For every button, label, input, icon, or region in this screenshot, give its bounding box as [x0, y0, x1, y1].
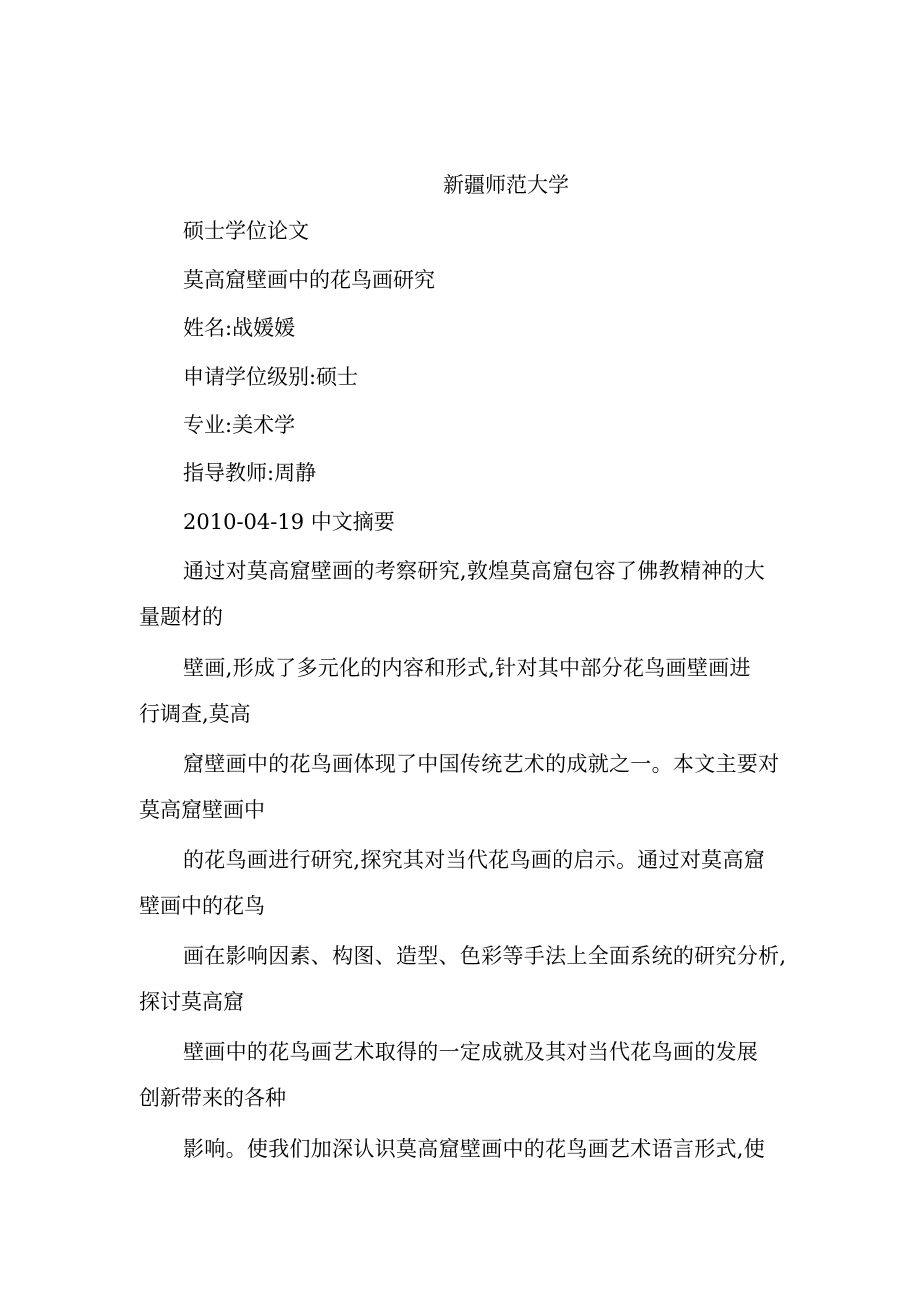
university-title: 新疆师范大学 — [443, 173, 569, 197]
date-and-abstract-heading: 2010-04-19 中文摘要 — [183, 510, 395, 534]
abstract-line: 壁画,形成了多元化的内容和形式,针对其中部分花鸟画壁画进 — [183, 656, 751, 680]
abstract-line: 通过对莫高窟壁画的考察研究,敦煌莫高窟包容了佛教精神的大 — [183, 559, 766, 583]
abstract-paragraph — [139, 749, 784, 825]
abstract-paragraph — [139, 653, 784, 729]
abstract-line-continuation: 行调查,莫高 — [139, 702, 251, 726]
abstract-paragraph — [139, 1134, 784, 1164]
degree-type: 硕士学位论文 — [183, 219, 309, 243]
abstract-paragraph — [139, 845, 784, 921]
degree-level: 申请学位级别:硕士 — [183, 365, 359, 389]
author-name: 姓名:战媛媛 — [183, 316, 296, 340]
abstract-line-continuation: 创新带来的各种 — [139, 1086, 286, 1110]
abstract-line-continuation: 莫高窟壁画中 — [139, 798, 265, 822]
abstract-line: 画在影响因素、构图、造型、色彩等手法上全面系统的研究分析, — [183, 944, 787, 968]
abstract-line-continuation: 探讨莫高窟 — [139, 990, 244, 1014]
abstract-paragraph — [139, 941, 787, 1017]
abstract-paragraph — [139, 1037, 784, 1113]
abstract-line: 的花鸟画进行研究,探究其对当代花鸟画的启示。通过对莫高窟 — [183, 848, 766, 872]
abstract-paragraph — [139, 556, 784, 632]
abstract-line: 影响。使我们加深认识莫高窟壁画中的花鸟画艺术语言形式,使 — [183, 1137, 766, 1161]
thesis-title: 莫高窟壁画中的花鸟画研究 — [183, 268, 435, 292]
abstract-line-continuation: 量题材的 — [139, 605, 223, 629]
abstract-line: 窟壁画中的花鸟画体现了中国传统艺术的成就之一。本文主要对 — [183, 752, 780, 776]
abstract-line: 壁画中的花鸟画艺术取得的一定成就及其对当代花鸟画的发展 — [183, 1040, 759, 1064]
major: 专业:美术学 — [183, 413, 296, 437]
abstract-line-continuation: 壁画中的花鸟 — [139, 894, 265, 918]
advisor: 指导教师:周静 — [183, 461, 317, 485]
